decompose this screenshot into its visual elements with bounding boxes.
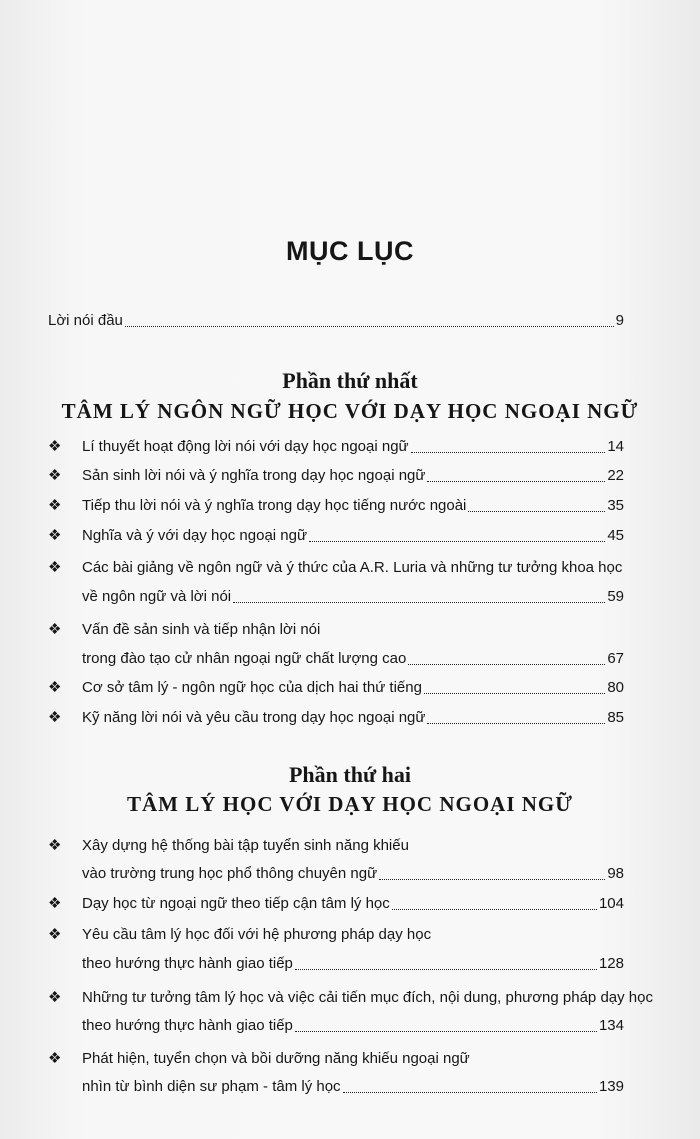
toc-entry-label: Sản sinh lời nói và ý nghĩa trong dạy học ngoại ngữ <box>82 467 426 484</box>
toc-entry-page: 14 <box>607 438 624 455</box>
toc-entry-label: trong đào tạo cử nhân ngoại ngữ chất lượng cao <box>82 650 407 667</box>
page-title: MỤC LỤC <box>286 236 414 266</box>
diamond-bullet-icon: ❖ <box>48 621 62 638</box>
dot-leader <box>233 585 605 603</box>
diamond-bullet-icon: ❖ <box>48 709 62 726</box>
toc-entry-line1 <box>48 556 624 580</box>
diamond-bullet-icon: ❖ <box>48 1050 62 1067</box>
toc-entry-page: 134 <box>598 1017 624 1034</box>
dot-leader <box>392 892 597 910</box>
dot-leader <box>295 952 597 970</box>
dot-leader <box>427 464 605 482</box>
toc-entry-label: Các bài giảng về ngôn ngữ và ý thức của A.R. Luria và những tư tưởng khoa học <box>82 559 623 576</box>
toc-entry-label: về ngôn ngữ và lời nói <box>82 588 232 605</box>
toc-entry <box>82 585 624 609</box>
toc-entry-label: vào trường trung học phổ thông chuyên ngữ <box>82 865 378 882</box>
diamond-bullet-icon: ❖ <box>48 895 62 912</box>
toc-entry-page: 98 <box>607 865 624 882</box>
toc-entry-label: Lời nói đầu <box>48 312 123 329</box>
diamond-bullet-icon: ❖ <box>48 497 62 514</box>
toc-entry <box>48 464 624 488</box>
dot-leader <box>295 1014 597 1032</box>
toc-entry-label: Cơ sở tâm lý - ngôn ngữ học của dịch hai thứ tiếng <box>82 679 422 696</box>
toc-entry <box>48 524 624 548</box>
toc-entry-page: 67 <box>607 650 624 667</box>
toc-entry-page: 22 <box>607 467 624 484</box>
dot-leader <box>468 494 605 512</box>
toc-entry-page: 128 <box>598 955 624 972</box>
dot-leader <box>408 647 605 665</box>
toc-entry-page: 80 <box>607 679 624 696</box>
toc-entry <box>48 706 624 730</box>
toc-entry-label: Xây dựng hệ thống bài tập tuyển sinh năng khiếu <box>82 837 409 854</box>
part-1-label: Phần thứ nhất <box>282 368 418 393</box>
part-2-title: TÂM LÝ HỌC VỚI DẠY HỌC NGOẠI NGỮ <box>127 792 573 816</box>
diamond-bullet-icon: ❖ <box>48 989 62 1006</box>
toc-entry-label: Nghĩa và ý với dạy học ngoại ngữ <box>82 527 308 544</box>
toc-entry-label: theo hướng thực hành giao tiếp <box>82 1017 293 1034</box>
toc-entry-page: 139 <box>598 1078 624 1095</box>
diamond-bullet-icon: ❖ <box>48 467 62 484</box>
diamond-bullet-icon: ❖ <box>48 837 62 854</box>
toc-entry-label: Tiếp thu lời nói và ý nghĩa trong dạy học tiếng nước ngoài <box>82 497 467 514</box>
toc-entry <box>48 494 624 518</box>
toc-entry <box>82 862 624 886</box>
toc-entry <box>82 647 624 671</box>
part-2-label: Phần thứ hai <box>288 762 412 787</box>
diamond-bullet-icon: ❖ <box>48 438 62 455</box>
toc-entry-page: 45 <box>607 527 624 544</box>
toc-entry-preface <box>48 309 624 333</box>
toc-entry-label: Phát hiện, tuyển chọn và bồi dưỡng năng khiếu ngoại ngữ <box>82 1050 470 1067</box>
toc-entry-label: Lí thuyết hoạt động lời nói với dạy học ngoại ngữ <box>82 438 409 455</box>
part-1-title: TÂM LÝ NGÔN NGỮ HỌC VỚI DẠY HỌC NGOẠI NGỮ <box>61 399 639 423</box>
toc-entry <box>82 1075 624 1099</box>
toc-entry-line1 <box>48 834 624 858</box>
toc-entry-page: 35 <box>607 497 624 514</box>
toc-entry <box>82 952 624 976</box>
diamond-bullet-icon: ❖ <box>48 527 62 544</box>
toc-entry-label: Dạy học từ ngoại ngữ theo tiếp cận tâm lý học <box>82 895 390 912</box>
dot-leader <box>379 862 605 880</box>
diamond-bullet-icon: ❖ <box>48 679 62 696</box>
toc-entry-line1 <box>48 1047 624 1071</box>
toc-entry-page: 59 <box>607 588 624 605</box>
toc-entry-page: 85 <box>607 709 624 726</box>
toc-entry-line1 <box>48 986 653 1010</box>
dot-leader <box>125 309 614 327</box>
dot-leader <box>424 676 605 694</box>
toc-entry-label: nhìn từ bình diện sư phạm - tâm lý học <box>82 1078 341 1095</box>
dot-leader <box>411 435 606 453</box>
toc-entry-label: Vấn đề sản sinh và tiếp nhận lời nói <box>82 621 321 638</box>
dot-leader <box>309 524 605 542</box>
toc-entry-label: Những tư tưởng tâm lý học và việc cải tiến mục đích, nội dung, phương pháp dạy học <box>82 989 653 1006</box>
diamond-bullet-icon: ❖ <box>48 926 62 943</box>
toc-entry <box>82 1014 624 1038</box>
diamond-bullet-icon: ❖ <box>48 559 62 576</box>
toc-entry-label: Yêu cầu tâm lý học đối với hệ phương pháp dạy học <box>82 926 432 943</box>
toc-entry-label: Kỹ năng lời nói và yêu cầu trong dạy học ngoại ngữ <box>82 709 426 726</box>
toc-entry-page: 9 <box>615 312 624 329</box>
toc-entry <box>48 435 624 459</box>
toc-entry-label: theo hướng thực hành giao tiếp <box>82 955 293 972</box>
toc-entry-line1 <box>48 923 624 947</box>
toc-entry-page: 104 <box>598 895 624 912</box>
toc-entry <box>48 892 624 916</box>
toc-entry-line1 <box>48 618 624 642</box>
toc-entry <box>48 676 624 700</box>
dot-leader <box>427 706 605 724</box>
dot-leader <box>343 1075 597 1093</box>
